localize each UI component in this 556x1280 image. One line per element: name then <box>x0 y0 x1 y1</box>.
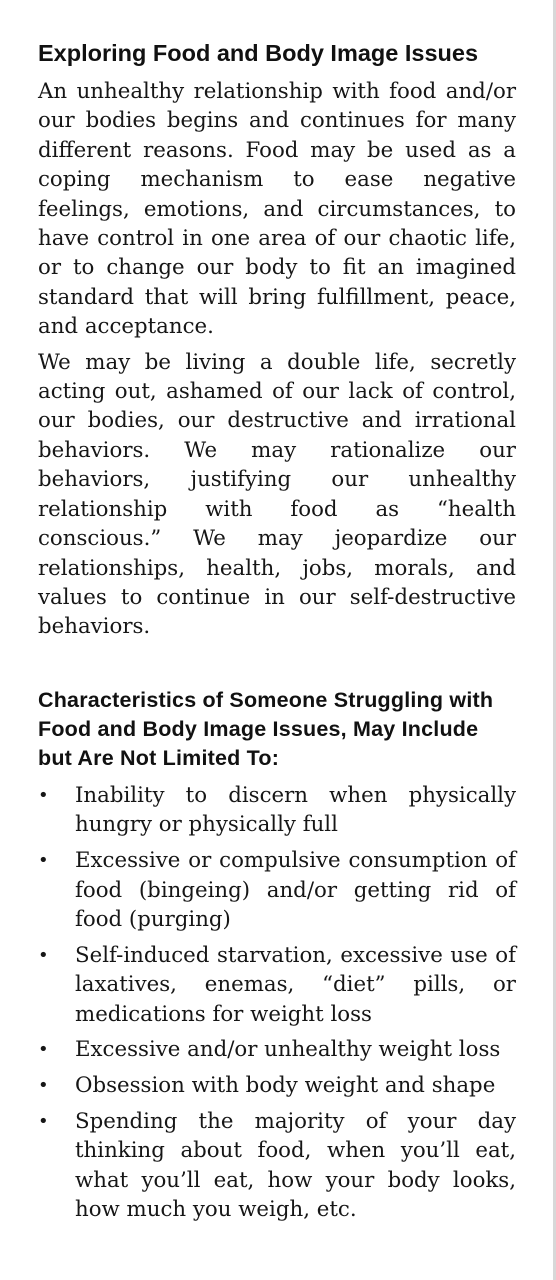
list-item-text: Self-induced starvation, excessive use of laxatives, enemas, “diet” pills, or medications for weight loss <box>75 942 516 1027</box>
list-item <box>38 781 516 840</box>
bullet-icon: • <box>38 1110 49 1132</box>
bullet-icon: • <box>38 1075 49 1097</box>
section-heading-characteristics: Characteristics of Someone Struggling with Food and Body Image Issues, May Include but Are Not Limited To: <box>38 687 494 770</box>
list-item <box>38 941 516 1030</box>
list-item <box>38 846 516 935</box>
paragraph-double-life: We may be living a double life, secretly acting out, ashamed of our lack of control, our bodies, our destructive and irrational behaviors. We may rationalize our behaviors, justifying our unhealthy relationship with food as “health conscious.” We may jeopardize our relationships, health, jobs, morals, and values to continue in our self-destructive behaviors. <box>38 349 516 640</box>
section-heading-exploring: Exploring Food and Body Image Issues <box>38 40 479 66</box>
list-item-text: Inability to discern when physically hungry or physically full <box>75 782 516 838</box>
characteristics-list <box>38 781 516 1225</box>
paragraph-intro: An unhealthy relationship with food and/or our bodies begins and continues for many different reasons. Food may be used as a coping mechanism to ease negative feelings, emotions, and circumstances, to have control in one area of our chaotic life, or to change our body to fit an imagined standard that will bring fulfillment, peace, and acceptance. <box>38 79 516 340</box>
list-item <box>38 1071 516 1101</box>
bullet-icon: • <box>38 944 49 966</box>
list-item-text: Excessive or compulsive consumption of food (bingeing) and/or getting rid of food (purging) <box>75 847 516 933</box>
list-item <box>38 1107 516 1225</box>
list-item <box>38 1035 516 1065</box>
list-item-text: Obsession with body weight and shape <box>75 1073 496 1099</box>
bullet-icon: • <box>38 1039 49 1061</box>
list-item-text: Excessive and/or unhealthy weight loss <box>75 1037 501 1063</box>
document-page <box>38 38 516 1231</box>
bullet-icon: • <box>38 784 49 806</box>
bullet-icon: • <box>38 849 49 871</box>
list-item-text: Spending the majority of your day thinking about food, when you’ll eat, what you’ll eat, how your body looks, how much you weigh, etc. <box>75 1108 516 1223</box>
